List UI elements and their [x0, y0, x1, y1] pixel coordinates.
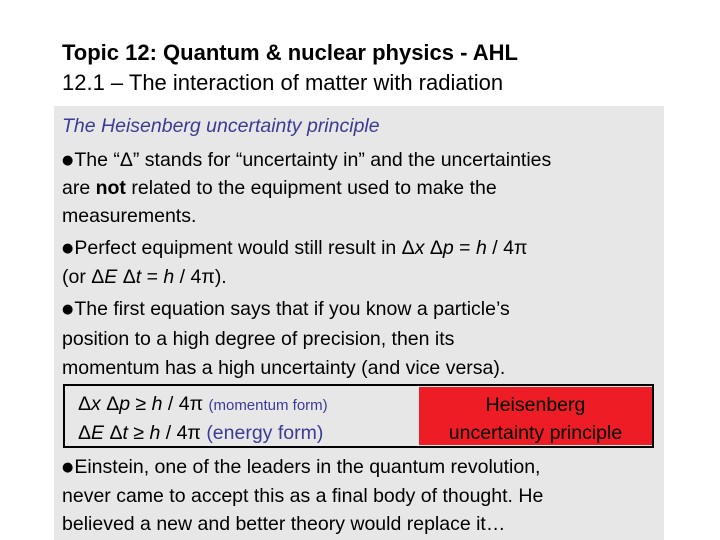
topic-title: Topic 12: Quantum & nuclear physics - AHL — [62, 40, 518, 65]
bullet-4-line-2: never came to accept this as a final body of thought. He — [62, 485, 544, 507]
text-run: Δ — [104, 422, 123, 444]
emphasis-not: not — [95, 177, 126, 199]
text-run: Einstein, one of the leaders in the quantum revolution, — [74, 456, 541, 478]
bullet-icon: ● — [62, 460, 74, 475]
var-h: h — [163, 266, 175, 288]
text-run: Δ — [424, 237, 443, 259]
highlight-uncertainty-principle: uncertainty principle — [448, 422, 623, 444]
text-run: Δ — [117, 266, 136, 288]
bullet-3-line-3: momentum has a high uncertainty (and vice versa). — [62, 357, 506, 379]
text-run: Δ — [78, 422, 92, 444]
text-run: = — [453, 237, 476, 259]
text-run: / 4π). — [174, 266, 227, 288]
text-run: / 4π — [486, 237, 528, 259]
text-run: are — [62, 177, 96, 199]
var-x: x — [414, 237, 425, 259]
var-E: E — [104, 266, 118, 288]
bullet-4-line-3: believed a new and better theory would replace it… — [62, 513, 506, 535]
equation-energy-form — [78, 421, 323, 445]
text-run: ≥ — [127, 422, 150, 444]
var-E: E — [91, 422, 105, 444]
bullet-3-line-2: position to a high degree of precision, then its — [62, 328, 455, 350]
equation-momentum-form — [78, 392, 328, 418]
subtopic-title: 12.1 – The interaction of matter with radiation — [62, 70, 504, 95]
highlight-heisenberg: Heisenberg — [485, 394, 586, 416]
text-run: / 4π — [162, 393, 209, 415]
var-h: h — [476, 237, 487, 259]
bullet-1-text: The “Δ” stands for “uncertainty in” and the uncertainties — [74, 149, 552, 171]
text-run: related to the equipment used to make the — [125, 177, 497, 199]
text-run: Δ — [78, 393, 92, 415]
text-run: Δ — [100, 393, 120, 415]
slide-title — [62, 38, 518, 98]
text-run: ≥ — [130, 393, 152, 415]
var-p: p — [119, 393, 131, 415]
text-run: The first equation says that if you know a particle’s — [74, 298, 510, 320]
energy-form-label: (energy form) — [206, 422, 324, 444]
bullet-1-line-2 — [62, 176, 497, 200]
text-run: = — [141, 266, 164, 288]
var-t: t — [122, 422, 128, 444]
text-run: Perfect equipment would still result in Δ — [74, 237, 415, 259]
bullet-4-line-1 — [62, 455, 540, 482]
text-run: / 4π — [160, 422, 207, 444]
var-h: h — [149, 422, 161, 444]
var-x: x — [91, 393, 101, 415]
bullet-2-line-1 — [62, 236, 527, 263]
bullet-1-line-3: measurements. — [62, 205, 197, 227]
var-p: p — [442, 237, 454, 259]
var-t: t — [135, 266, 142, 288]
var-h: h — [151, 393, 163, 415]
bullet-icon: ● — [62, 241, 74, 256]
momentum-form-label: (momentum form) — [208, 397, 328, 414]
section-subheading: The Heisenberg uncertainty principle — [62, 115, 380, 137]
bullet-2-line-2 — [62, 265, 227, 289]
bullet-icon: ● — [62, 153, 74, 168]
bullet-3-line-1 — [62, 297, 510, 324]
text-run: (or Δ — [62, 266, 105, 288]
bullet-1-line-1 — [62, 148, 551, 175]
bullet-icon: ● — [62, 302, 74, 317]
